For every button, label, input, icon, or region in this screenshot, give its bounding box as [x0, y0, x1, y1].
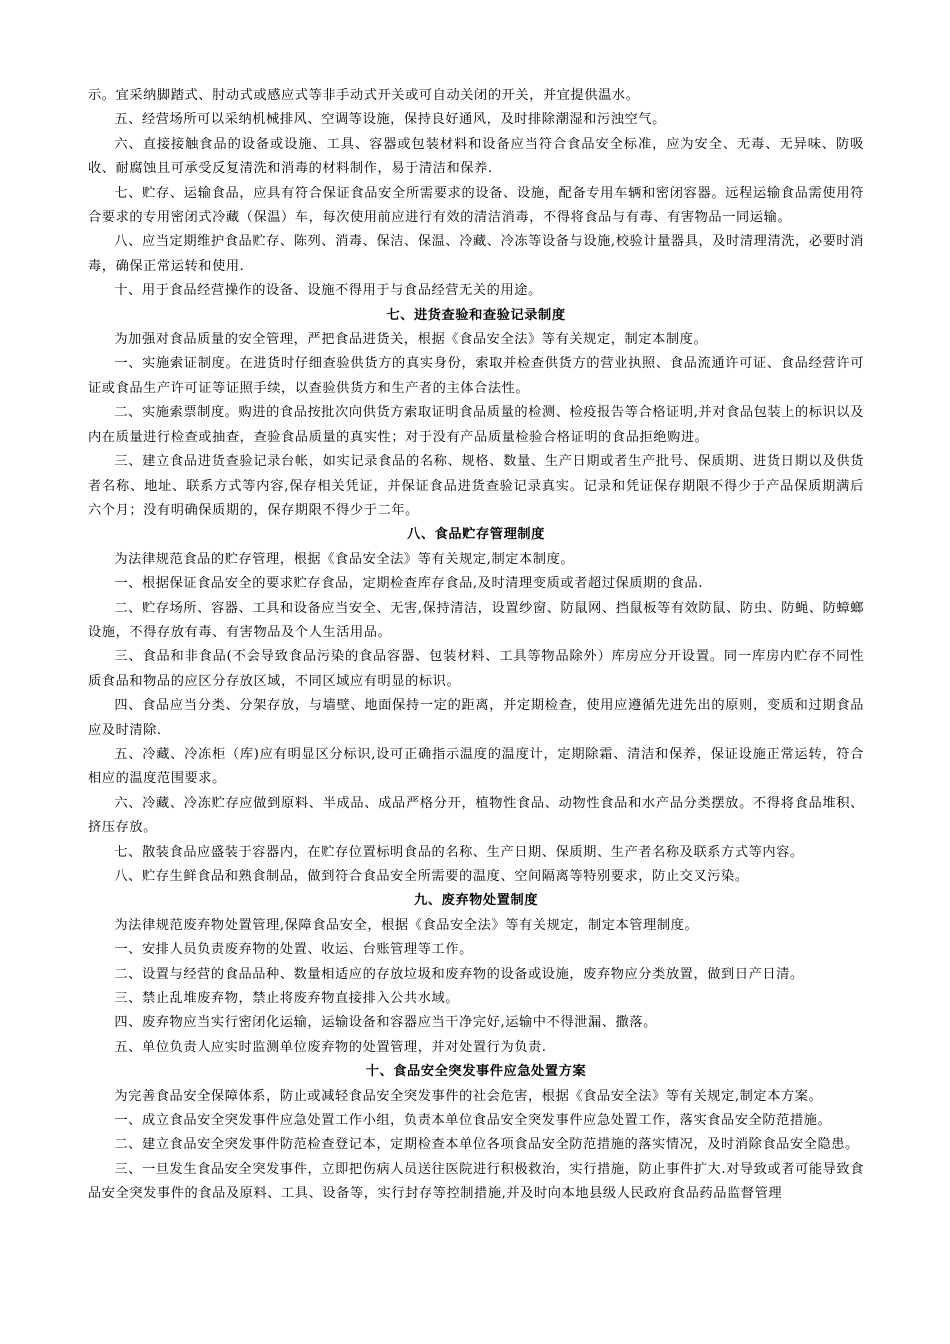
paragraph: 一、根据保证食品安全的要求贮存食品，定期检查库存食品,及时清理变质或者超过保质期的食品.	[114, 576, 704, 592]
paragraph: 示。宜采纳脚踏式、肘动式或感应式等非手动式开关或可自动关闭的开关，并宜提供温水。	[88, 88, 640, 103]
paragraph: 三、禁止乱堆废弃物，禁止将废弃物直接排入公共水域。	[114, 991, 460, 1007]
document-body	[88, 84, 864, 1207]
paragraph: 六、冷藏、冷冻贮存应做到原料、半成品、成品严格分开，植物性食品、动物性食品和水产品分类摆放。不得将食品堆积、挤压存放。	[88, 795, 864, 836]
paragraph: 二、建立食品安全突发事件防范检查登记本，定期检查本单位各项食品安全防范措施的落实情况，及时消除食品安全隐患。	[114, 1137, 859, 1153]
paragraph: 七、散装食品应盛装于容器内，在贮存位置标明食品的名称、生产日期、保质期、生产者名称及联系方式等内容。	[114, 844, 804, 860]
paragraph: 一、安排人员负责废弃物的处置、收运、台账管理等工作。	[114, 942, 473, 958]
paragraph: 六、直接接触食品的设备或设施、工具、容器或包装材料和设备应当符合食品安全标准，应为安全、无毒、无异味、防吸收、耐腐蚀且可承受反复清洗和消毒的材料制作，易于清洁和保养.	[88, 136, 864, 177]
section-heading: 九、废弃物处置制度	[413, 893, 539, 909]
paragraph: 三、建立食品进货查验记录台帐，如实记录食品的名称、规格、数量、生产日期或者生产批号、保质期、进货日期以及供货者名称、地址、联系方式等内容,保存相关凭证，并保证食品进货查验记录真实。记录和凭证保存期限不得少于产品保质期满后六个月；没有明确保质期的，保存期限不得少于二年。	[88, 454, 864, 518]
paragraph: 五、经营场所可以采纳机械排风、空调等设施，保持良好通风，及时排除潮湿和污浊空气。	[114, 112, 666, 128]
paragraph: 为法律规范废弃物处置管理,保障食品安全，根据《食品安全法》等有关规定，制定本管理制度。	[114, 917, 699, 933]
paragraph: 二、设置与经营的食品品种、数量相适应的存放垃圾和废弃物的设备或设施，废弃物应分类放置，做到日产日清。	[114, 966, 804, 982]
paragraph: 八、贮存生鲜食品和熟食制品，做到符合食品安全所需要的温度、空间隔离等特别要求，防止交叉污染。	[114, 869, 749, 884]
paragraph: 十、用于食品经营操作的设备、设施不得用于与食品经营无关的用途。	[114, 283, 542, 299]
paragraph: 一、实施索证制度。在进货时仔细查验供货方的真实身份，索取并检查供货方的营业执照、食品流通许可证、食品经营许可证或食品生产许可证等证照手续，以查验供货方和生产者的主体合法性。	[88, 356, 864, 396]
paragraph: 为法律规范食品的贮存管理，根据《食品安全法》等有关规定,制定本制度。	[114, 551, 575, 567]
paragraph: 三、食品和非食品(不会导致食品污染的食品容器、包装材料、工具等物品除外）库房应分开设置。同一库房内贮存不同性质食品和物品的应区分存放区域，不同区域应有明显的标识。	[88, 649, 864, 689]
section-heading: 八、食品贮存管理制度	[407, 527, 545, 543]
paragraph: 为加强对食品质量的安全管理，严把食品进货关，根据《食品安全法》等有关规定，制定本制度。	[114, 332, 708, 348]
paragraph: 八、应当定期维护食品贮存、陈列、消毒、保洁、保温、冷藏、冷冻等设备与设施,校验计量器具，及时清理清洗，必要时消毒，确保正常运转和使用.	[88, 234, 864, 274]
paragraph: 二、实施索票制度。购进的食品按批次向供货方索取证明食品质量的检测、检疫报告等合格证明,并对食品包装上的标识以及内在质量进行检查或抽查，查验食品质量的真实性；对于没有产品质量检验合格证明的食品拒绝购进。	[88, 405, 864, 445]
section-heading: 十、食品安全突发事件应急处置方案	[365, 1064, 587, 1080]
paragraph: 一、成立食品安全突发事件应急处置工作小组，负责本单位食品安全突发事件应急处置工作，落实食品安全防范措施。	[114, 1113, 832, 1129]
paragraph: 五、单位负责人应实时监测单位废弃物的处置管理，并对处置行为负责.	[114, 1039, 547, 1055]
section-heading: 七、进货查验和查验记录制度	[386, 307, 566, 323]
document-page	[88, 84, 864, 1207]
paragraph: 四、废弃物应当实行密闭化运输，运输设备和容器应当干净完好,运输中不得泄漏、撒落。	[114, 1015, 657, 1031]
paragraph: 二、贮存场所、容器、工具和设备应当安全、无害,保持清洁，设置纱窗、防鼠网、挡鼠板等有效防鼠、防虫、防蝇、防蟑螂设施，不得存放有毒、有害物品及个人生活用品。	[88, 600, 864, 640]
paragraph: 七、贮存、运输食品，应具有符合保证食品安全所需要求的设备、设施，配备专用车辆和密闭容器。远程运输食品需使用符合要求的专用密闭式冷藏（保温）车，每次使用前应进行有效的清洁消毒，不得将食品与有毒、有害物品一同运输。	[88, 185, 864, 226]
paragraph: 四、食品应当分类、分架存放，与墙壁、地面保持一定的距离，并定期检查，使用应遵循先进先出的原则，变质和过期食品应及时清除.	[88, 698, 864, 738]
paragraph: 三、一旦发生食品安全突发事件，立即把伤病人员送往医院进行积极救治，实行措施，防止事件扩大.对导致或者可能导致食品安全突发事件的食品及原料、工具、设备等，实行封存等控制措施,并及时向本地县级人民政府食品药品监督管理	[88, 1161, 864, 1202]
paragraph: 为完善食品安全保障体系，防止或减轻食品安全突发事件的社会危害，根据《食品安全法》等有关规定,制定本方案。	[114, 1088, 823, 1104]
paragraph: 五、冷藏、冷冻柜（库)应有明显区分标识,设可正确指示温度的温度计，定期除霜、清洁和保养，保证设施正常运转，符合相应的温度范围要求。	[88, 746, 864, 787]
